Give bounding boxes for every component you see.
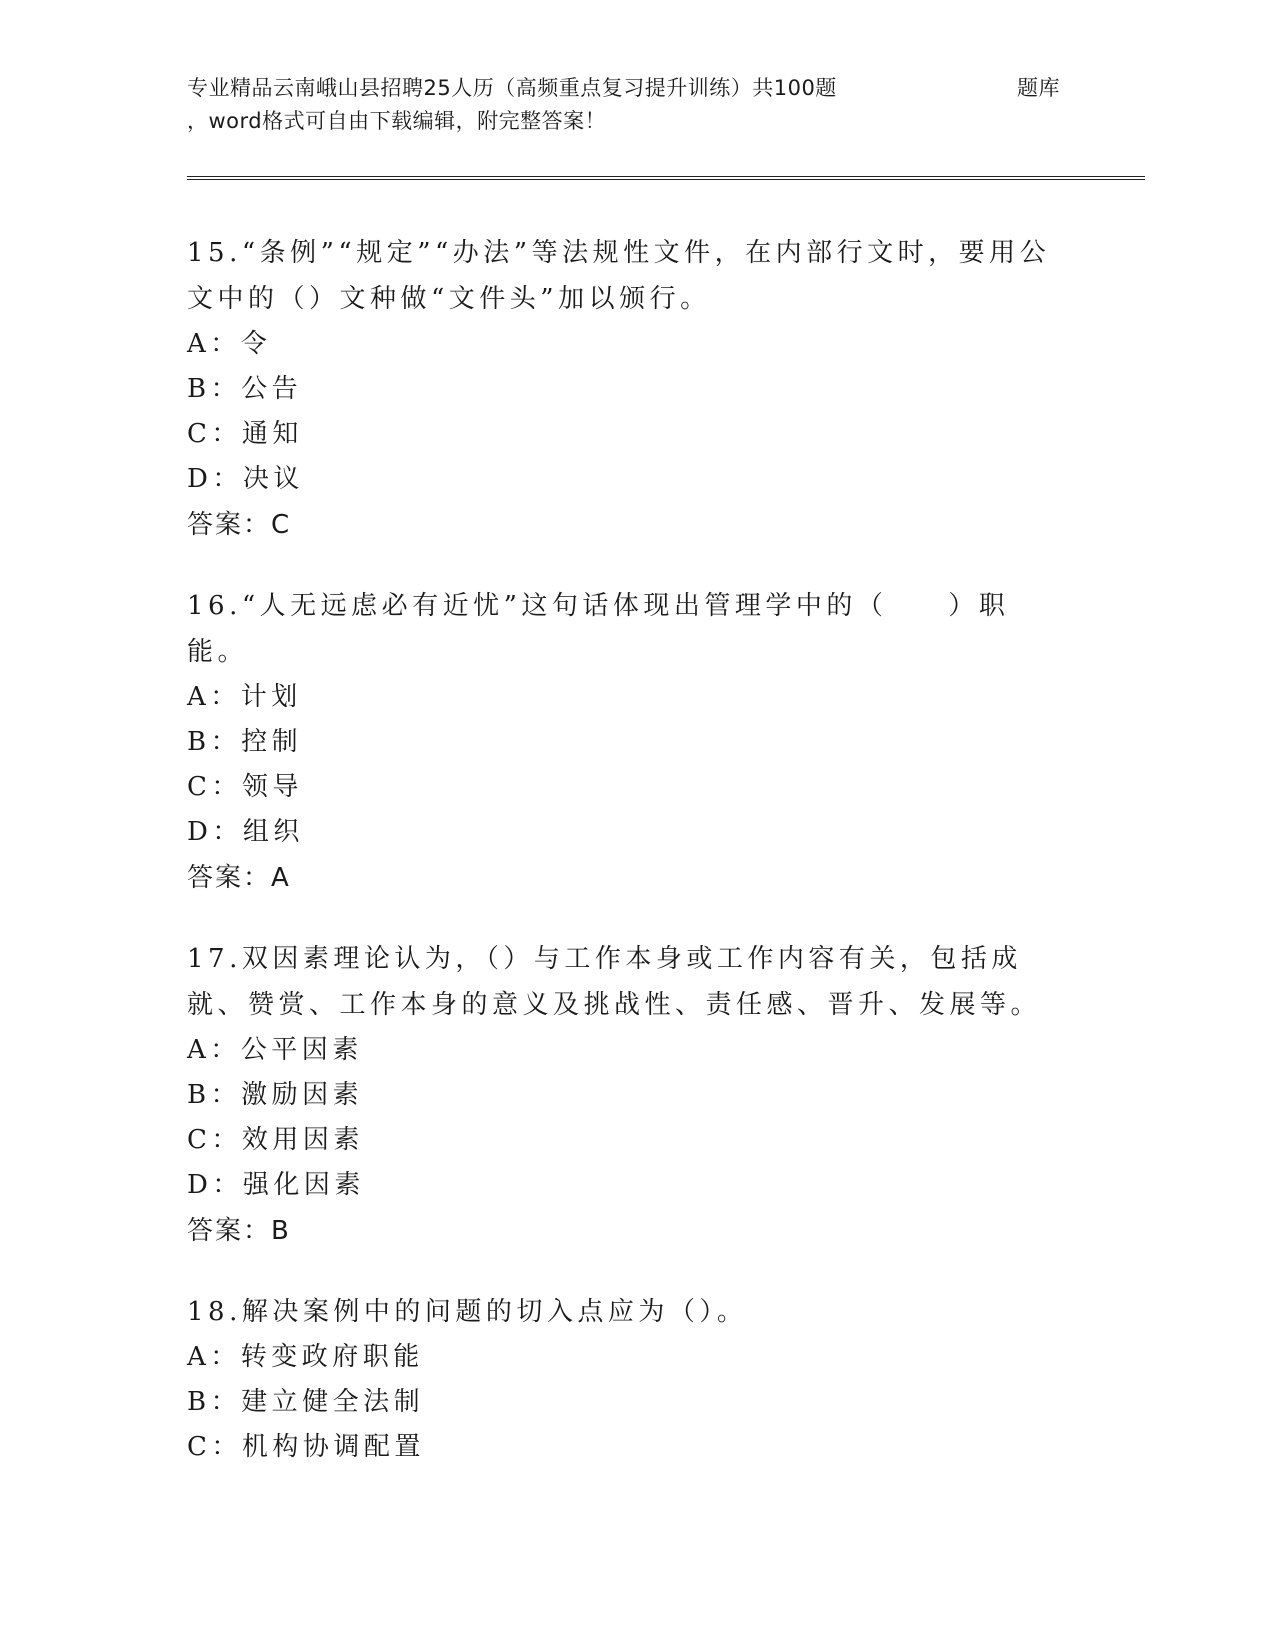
header-title: 专业精品云南峨山县招聘25人历（高频重点复习提升训练）共100题 xyxy=(187,76,837,100)
option-b: B：建立健全法制 xyxy=(187,1387,425,1417)
question-15 xyxy=(187,230,1067,549)
question-16 xyxy=(187,583,1067,902)
answer: 答案：C xyxy=(187,510,292,540)
question-stem: 17.双因素理论认为，（）与工作本身或工作内容有关，包括成就、赞赏、工作本身的意义及挑战性、责任感、晋升、发展等。 xyxy=(187,944,1042,1020)
option-a: A：公平因素 xyxy=(187,1035,363,1065)
option-c: C：领导 xyxy=(187,772,303,802)
answer: 答案：B xyxy=(187,1216,291,1246)
option-d: D：决议 xyxy=(187,464,304,494)
option-d: D：组织 xyxy=(187,817,304,847)
option-b: B：控制 xyxy=(187,727,303,757)
question-stem: 15.“条例”“规定”“办法”等法规性文件，在内部行文时，要用公文中的（）文种做“文件头”加以颁行。 xyxy=(187,238,1051,314)
option-b: B：激励因素 xyxy=(187,1080,364,1110)
option-a: A：计划 xyxy=(187,682,302,712)
option-a: A：令 xyxy=(187,329,272,359)
header-divider xyxy=(187,176,1145,180)
option-a: A：转变政府职能 xyxy=(187,1342,424,1372)
page-header xyxy=(187,72,1137,138)
header-title-right: 题库 xyxy=(1017,76,1060,100)
option-c: C：效用因素 xyxy=(187,1125,364,1155)
question-stem: 18.解决案例中的问题的切入点应为（）。 xyxy=(187,1297,748,1327)
header-title-line xyxy=(187,72,1137,105)
option-c: C：机构协调配置 xyxy=(187,1432,425,1462)
question-17 xyxy=(187,936,1067,1255)
option-b: B：公告 xyxy=(187,374,303,404)
question-stem: 16.“人无远虑必有近忧”这句话体现出管理学中的（ ）职能。 xyxy=(187,591,1010,667)
question-18 xyxy=(187,1289,1067,1470)
option-d: D：强化因素 xyxy=(187,1170,365,1200)
question-list xyxy=(187,230,1067,1504)
option-c: C：通知 xyxy=(187,419,303,449)
header-subtitle: ，word格式可自由下载编辑，附完整答案！ xyxy=(187,109,607,133)
answer: 答案：A xyxy=(187,863,291,893)
